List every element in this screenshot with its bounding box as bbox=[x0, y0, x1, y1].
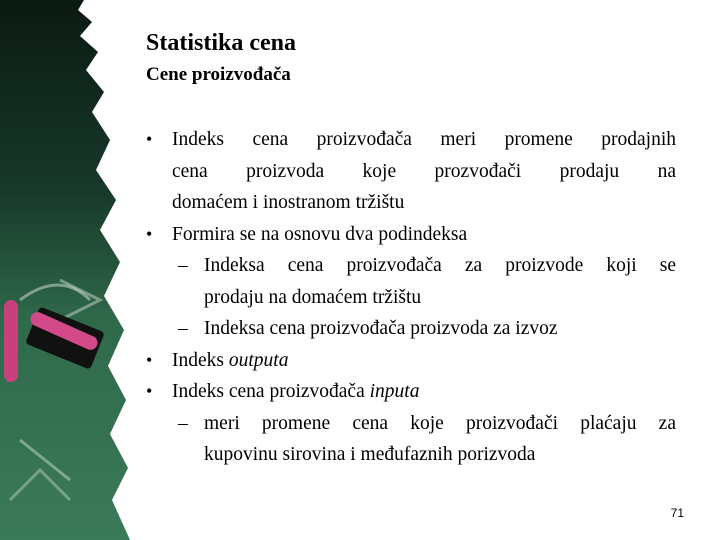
item-line bbox=[172, 345, 676, 377]
page-number: 71 bbox=[670, 506, 684, 520]
dash-marker: – bbox=[178, 412, 188, 434]
dash-marker: – bbox=[178, 318, 188, 339]
bullet-list bbox=[146, 124, 676, 471]
list-subitem bbox=[146, 250, 676, 313]
item-emphasis: inputa bbox=[369, 381, 420, 402]
bullet-marker: • bbox=[146, 223, 153, 244]
list-item bbox=[146, 219, 676, 251]
slide-content bbox=[146, 28, 676, 465]
bullet-marker: • bbox=[146, 349, 153, 370]
item-line: kupovinu sirovina i međufaznih porizvoda bbox=[204, 444, 536, 465]
slide-subtitle: Cene proizvođača bbox=[146, 64, 291, 85]
item-line: Indeksa cena proizvođača za proizvode koji se bbox=[204, 255, 676, 276]
item-line: meri promene cena koje proizvođači plaćaju za bbox=[204, 412, 676, 434]
item-line: Formira se na osnovu dva podindeksa bbox=[172, 223, 468, 245]
item-line bbox=[172, 376, 676, 408]
list-subitem bbox=[146, 408, 676, 471]
board-surface bbox=[0, 0, 130, 540]
dash-marker: – bbox=[178, 255, 188, 276]
item-text: Indeks bbox=[172, 349, 229, 371]
item-emphasis: outputa bbox=[228, 349, 289, 371]
item-line: domaćem i inostranom tržištu bbox=[172, 192, 405, 213]
item-line: prodaju na domaćem tržištu bbox=[204, 286, 422, 308]
bullet-marker: • bbox=[146, 381, 153, 401]
chalkboard-image bbox=[0, 0, 140, 540]
item-line: Indeks cena proizvođača meri promene prodajnih bbox=[172, 129, 676, 150]
item-line: cena proizvoda koje prozvođači prodaju na bbox=[172, 160, 676, 182]
list-item bbox=[146, 124, 676, 219]
item-line: Indeksa cena proizvođača proizvoda za izvoz bbox=[204, 318, 558, 339]
bullet-marker: • bbox=[146, 129, 153, 149]
slide-title: Statistika cena bbox=[146, 30, 296, 56]
list-item bbox=[146, 345, 676, 377]
list-subitem bbox=[146, 313, 676, 345]
list-item bbox=[146, 376, 676, 408]
item-text: Indeks cena proizvođača bbox=[172, 381, 370, 402]
chalkboard-decoration bbox=[0, 0, 140, 540]
